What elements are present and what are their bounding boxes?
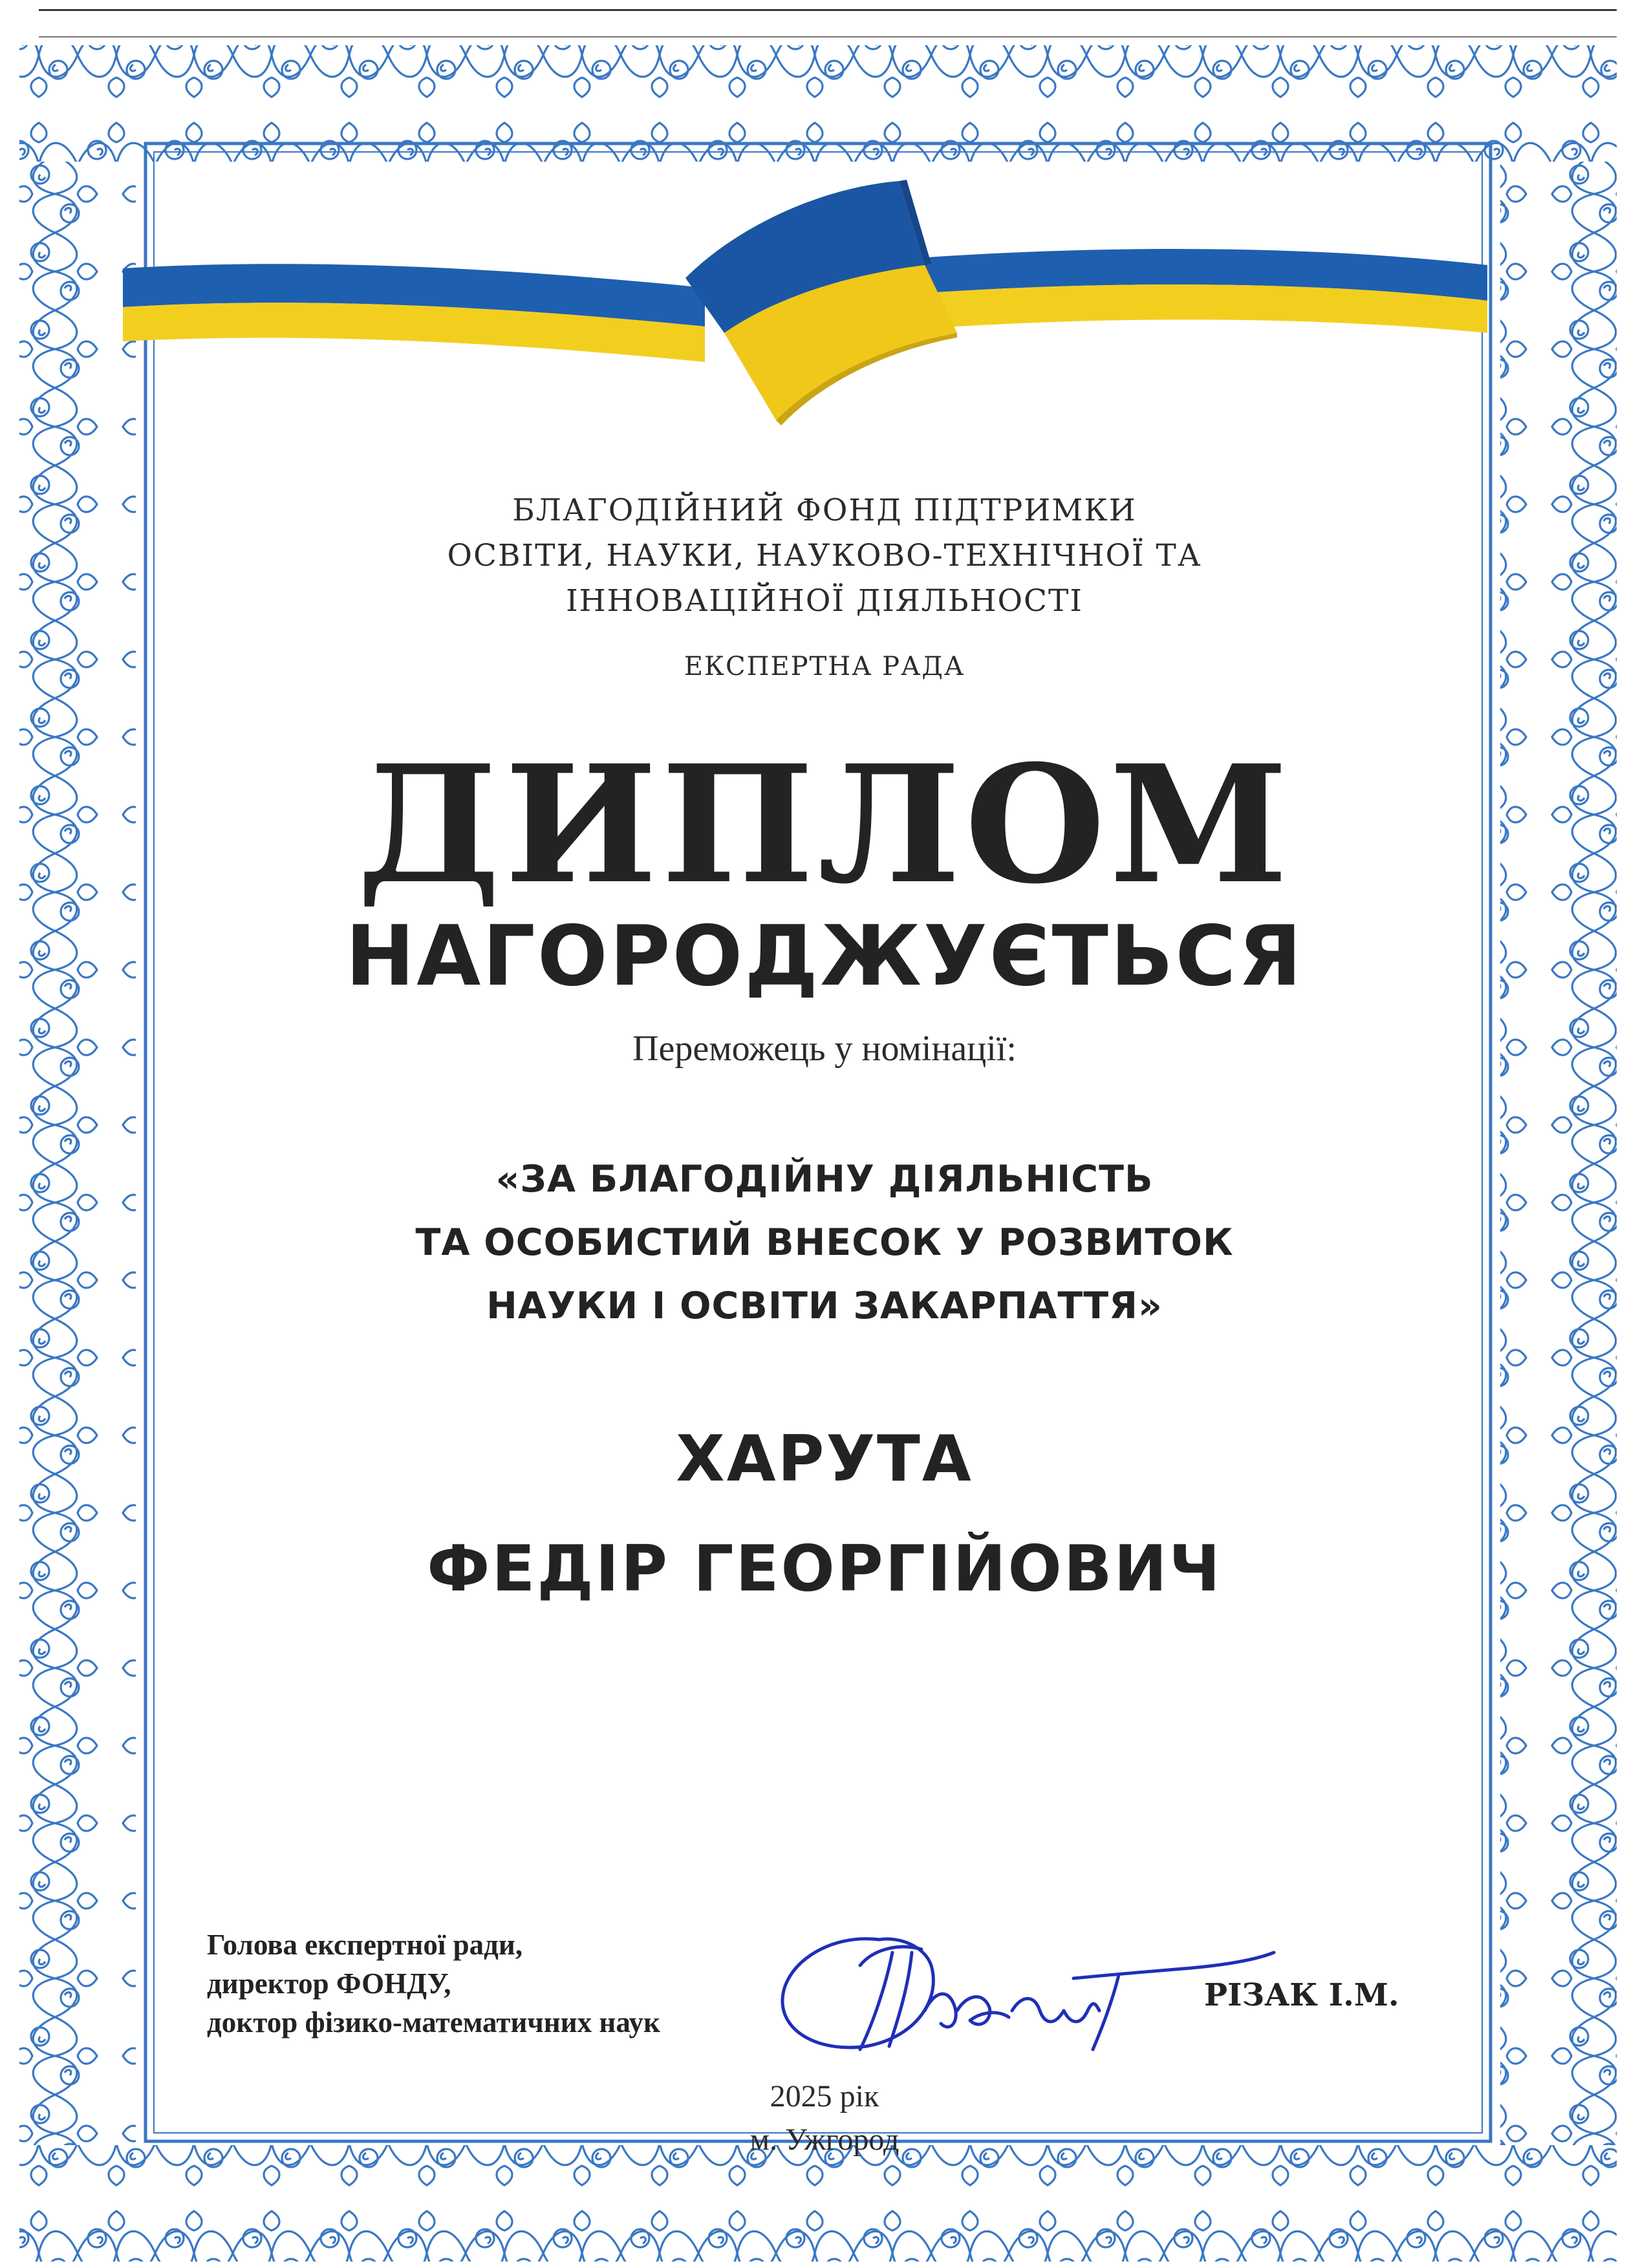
signatory-title bbox=[207, 1925, 660, 2042]
nomination-line-3: НАУКИ І ОСВІТИ ЗАКАРПАТТЯ» bbox=[486, 1285, 1163, 1327]
signatory-name: РІЗАК І.М. bbox=[1204, 1977, 1399, 2013]
signatory-title-line-2: директор ФОНДУ, bbox=[207, 1967, 451, 2000]
expert-council: ЕКСПЕРТНА РАДА bbox=[684, 652, 965, 681]
awarded-heading: НАГОРОДЖУЄТЬСЯ bbox=[345, 908, 1304, 1005]
org-name-line-3: ІННОВАЦІЙНОЇ ДІЯЛЬНОСТІ bbox=[566, 583, 1083, 619]
recipient-surname: ХАРУТА bbox=[676, 1422, 973, 1496]
diploma-title: ДИПЛОМ bbox=[356, 729, 1293, 919]
winner-intro: Переможець у номінації: bbox=[632, 1029, 1017, 1069]
city: м. Ужгород bbox=[749, 2123, 900, 2157]
year: 2025 рік bbox=[770, 2079, 879, 2113]
recipient-given-names: ФЕДІР ГЕОРГІЙОВИЧ bbox=[427, 1532, 1222, 1606]
nomination-line-2: ТА ОСОБИСТИЙ ВНЕСОК У РОЗВИТОК bbox=[415, 1221, 1234, 1264]
signatory-title-line-1: Голова експертної ради, bbox=[207, 1929, 523, 1961]
org-name-line-2: ОСВІТИ, НАУКИ, НАУКОВО-ТЕХНІЧНОЇ ТА bbox=[447, 538, 1202, 573]
signatory-title-line-3: доктор фізико-математичних наук bbox=[207, 2006, 660, 2038]
nomination-line-1: «ЗА БЛАГОДІЙНУ ДІЯЛЬНІСТЬ bbox=[495, 1158, 1154, 1201]
ukrainian-flag-ribbon-icon bbox=[123, 168, 1487, 440]
org-name-line-1: БЛАГОДІЙНИЙ ФОНД ПІДТРИМКИ bbox=[512, 493, 1137, 528]
